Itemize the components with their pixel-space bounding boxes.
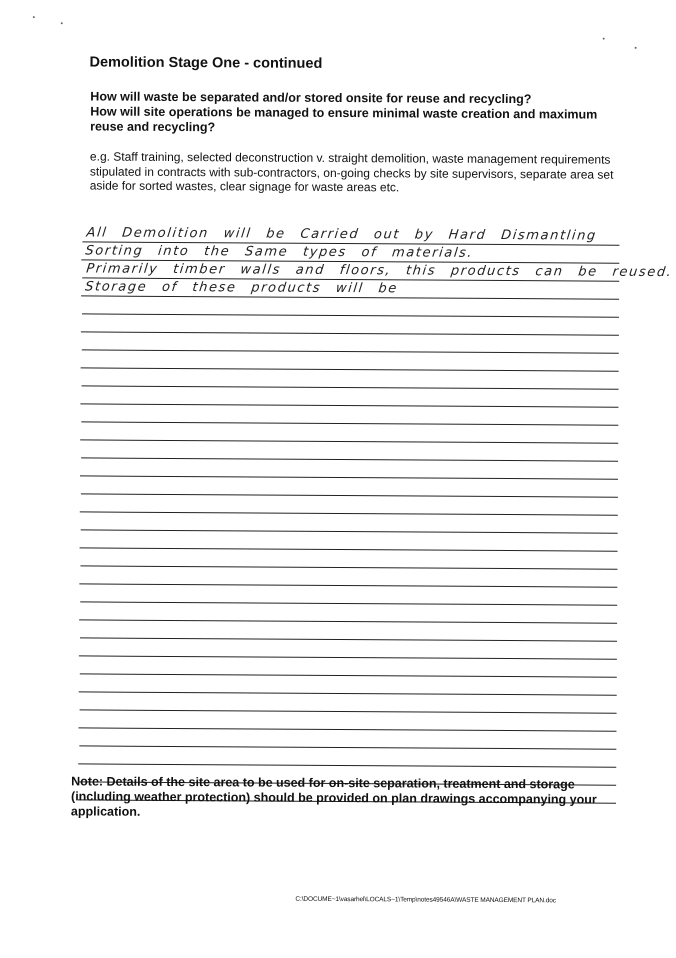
page-title: Demolition Stage One - continued <box>89 54 323 72</box>
scan-speck <box>33 16 35 18</box>
file-path: C:\DOCUME~1\vasarhel\LOCALS~1\Temp\notes49546A\WASTE MANAGEMENT PLAN.doc <box>295 895 556 905</box>
question-1: How will waste be separated and/or stored onsite for reuse and recycling? <box>90 89 532 107</box>
scan-speck <box>61 22 63 24</box>
handwritten-answer-line: Storage of these products will be <box>84 279 399 297</box>
ruled-answer-area <box>78 224 674 803</box>
example-text: e.g. Staff training, selected deconstruction v. straight demolition, waste management requirements stipulated in contracts with sub-contractors, on-going checks by site supervisors, separate area set aside for sorted wastes, clear signage for waste areas etc. <box>89 149 614 195</box>
handwritten-answer-line: Sorting into the Same types of materials. <box>84 243 474 261</box>
handwritten-answer-line: Primarily timber walls and floors, this products can be reused. <box>85 261 674 281</box>
question-2: How will site operations be managed to ensure minimal waste creation and maximum reuse and recycling? <box>90 104 598 135</box>
question-block <box>90 89 630 137</box>
scan-speck <box>635 47 637 49</box>
scan-speck <box>603 38 605 40</box>
footer-note: Note: Details of the site area to be used for on-site separation, treatment and storage (including weather protection) should be provided on plan drawings accompanying your application. <box>70 774 597 819</box>
handwritten-answer-line: All Demolition will be Carried out by Hard Dismantling <box>85 225 598 244</box>
